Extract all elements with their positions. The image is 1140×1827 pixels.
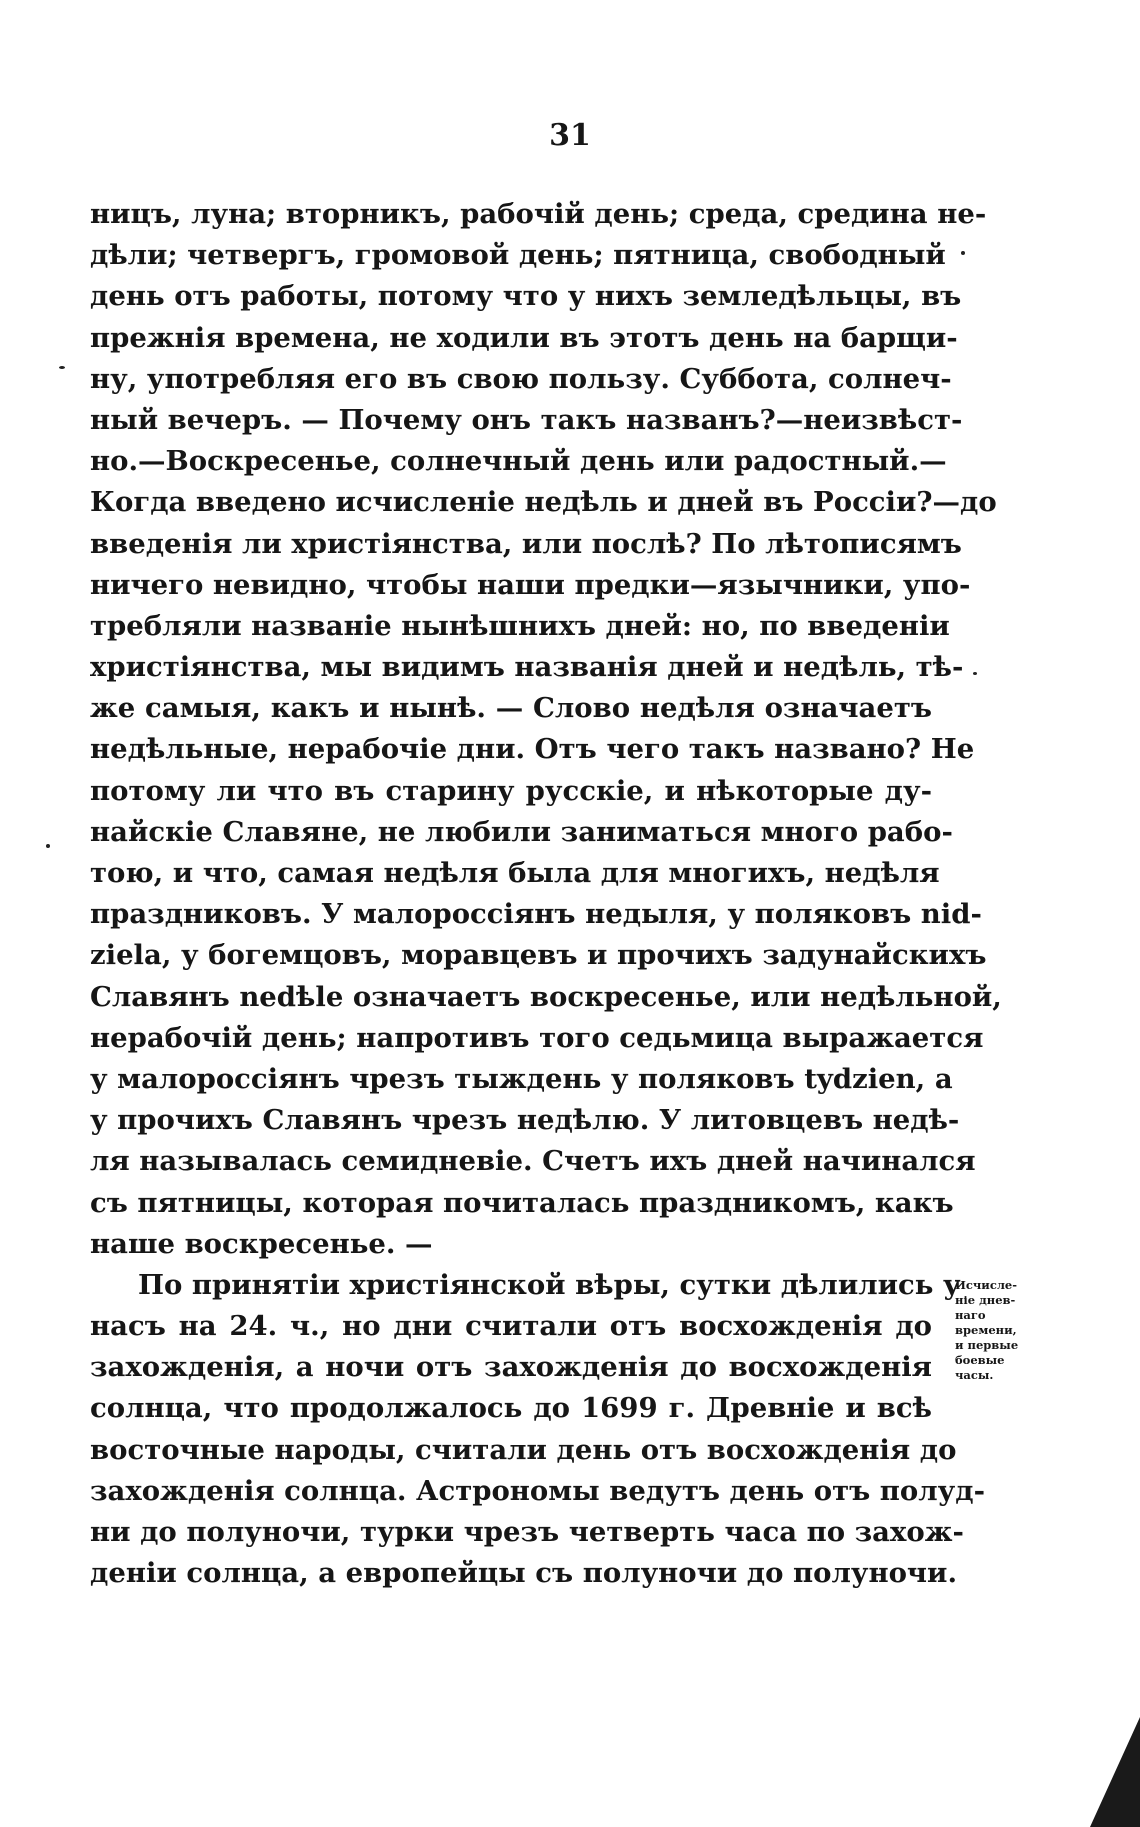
text-line: Когда введено исчисленіе недѣль и дней въ Россіи?—до (90, 486, 997, 519)
text-line: ницъ, луна; вторникъ, рабочій день; среда, средина не- (90, 198, 987, 230)
ink-speck (59, 366, 65, 369)
page-corner-shadow (1090, 1717, 1140, 1827)
text-line: Славянъ nedѣle означаетъ воскресенье, или недѣльной, (90, 980, 1002, 1013)
margin-note-line: времени, (955, 1323, 1017, 1337)
page-number: 31 (549, 118, 591, 153)
margin-note-line: и первые (955, 1338, 1019, 1352)
ink-speck (973, 672, 977, 675)
text-line: наше воскресенье. — (90, 1227, 433, 1260)
text-line: ziela, у богемцовъ, моравцевъ и прочихъ задунайскихъ (90, 939, 987, 972)
text-line: но.—Воскресенье, солнечный день или радостный.— (90, 445, 947, 478)
text-line: нерабочій день; напротивъ того седьмица выражается (90, 1021, 984, 1054)
text-line: По принятіи христіянской вѣры, сутки дѣлились у (138, 1268, 961, 1301)
text-line: солнца, что продолжалось до 1699 г. Древніе и всѣ (90, 1392, 932, 1425)
text-line: дѣли; четвергъ, громовой день; пятница, свободный (90, 239, 946, 272)
ink-speck (961, 251, 965, 255)
text-line: ный вечеръ. — Почему онъ такъ названъ?—неизвѣст- (90, 403, 963, 436)
text-line: ни до полуночи, турки чрезъ четверть часа по захож- (90, 1516, 964, 1548)
text-line: восточные народы, считали день отъ восхожденія до (90, 1433, 957, 1466)
text-line: ничего невидно, чтобы наши предки—язычники, упо- (90, 568, 971, 601)
text-line: введенія ли христіянства, или послѣ? По лѣтописямъ (90, 527, 962, 560)
text-line: деніи солнца, а европейцы съ полуночи до полуночи. (90, 1557, 958, 1590)
margin-note-line: боевые (955, 1353, 1005, 1367)
text-line: требляли названіе нынѣшнихъ дней: но, по введеніи (90, 609, 950, 642)
text-line: ля называлась семидневіе. Счетъ ихъ дней начинался (90, 1145, 976, 1178)
text-line: ну, употребляя его въ свою пользу. Суббота, солнеч- (90, 362, 952, 395)
margin-note-line: часы. (955, 1368, 994, 1382)
text-line: съ пятницы, которая почиталась праздникомъ, какъ (90, 1186, 954, 1219)
text-line: у малороссіянъ чрезъ тыждень у поляковъ tydzien, а (90, 1062, 953, 1095)
text-line: потому ли что въ старину русскіе, и нѣкоторые ду- (90, 774, 932, 807)
margin-note (955, 1278, 1025, 1383)
text-line: же самыя, какъ и нынѣ. — Слово недѣля означаетъ (90, 692, 932, 725)
text-line: найскіе Славяне, не любили заниматься много рабо- (90, 815, 953, 848)
text-line: праздниковъ. У малороссіянъ недыля, у поляковъ nid- (90, 898, 982, 931)
margin-note-line: Исчисле- (955, 1278, 1018, 1292)
margin-note-line: ніе днев- (955, 1293, 1016, 1307)
text-line: у прочихъ Славянъ чрезъ недѣлю. У литовцевъ недѣ- (90, 1104, 960, 1137)
text-line: христіянства, мы видимъ названія дней и недѣль, тѣ- (90, 651, 964, 684)
text-line: тою, и что, самая недѣля была для многихъ, недѣля (90, 857, 940, 889)
margin-note-line: наго (955, 1308, 986, 1322)
text-line: недѣльные, нерабочіе дни. Отъ чего такъ названо? Не (90, 733, 975, 766)
text-line: захожденія солнца. Астрономы ведутъ день отъ полуд- (90, 1474, 985, 1507)
text-line: насъ на 24. ч., но дни считали отъ восхожденія до (90, 1310, 932, 1343)
text-line: день отъ работы, потому что у нихъ земледѣльцы, въ (90, 280, 962, 313)
ink-speck (46, 844, 50, 848)
text-line: прежнія времена, не ходили въ этотъ день на барщи- (90, 321, 958, 354)
text-line: захожденія, а ночи отъ захожденія до восхожденія (90, 1351, 932, 1384)
